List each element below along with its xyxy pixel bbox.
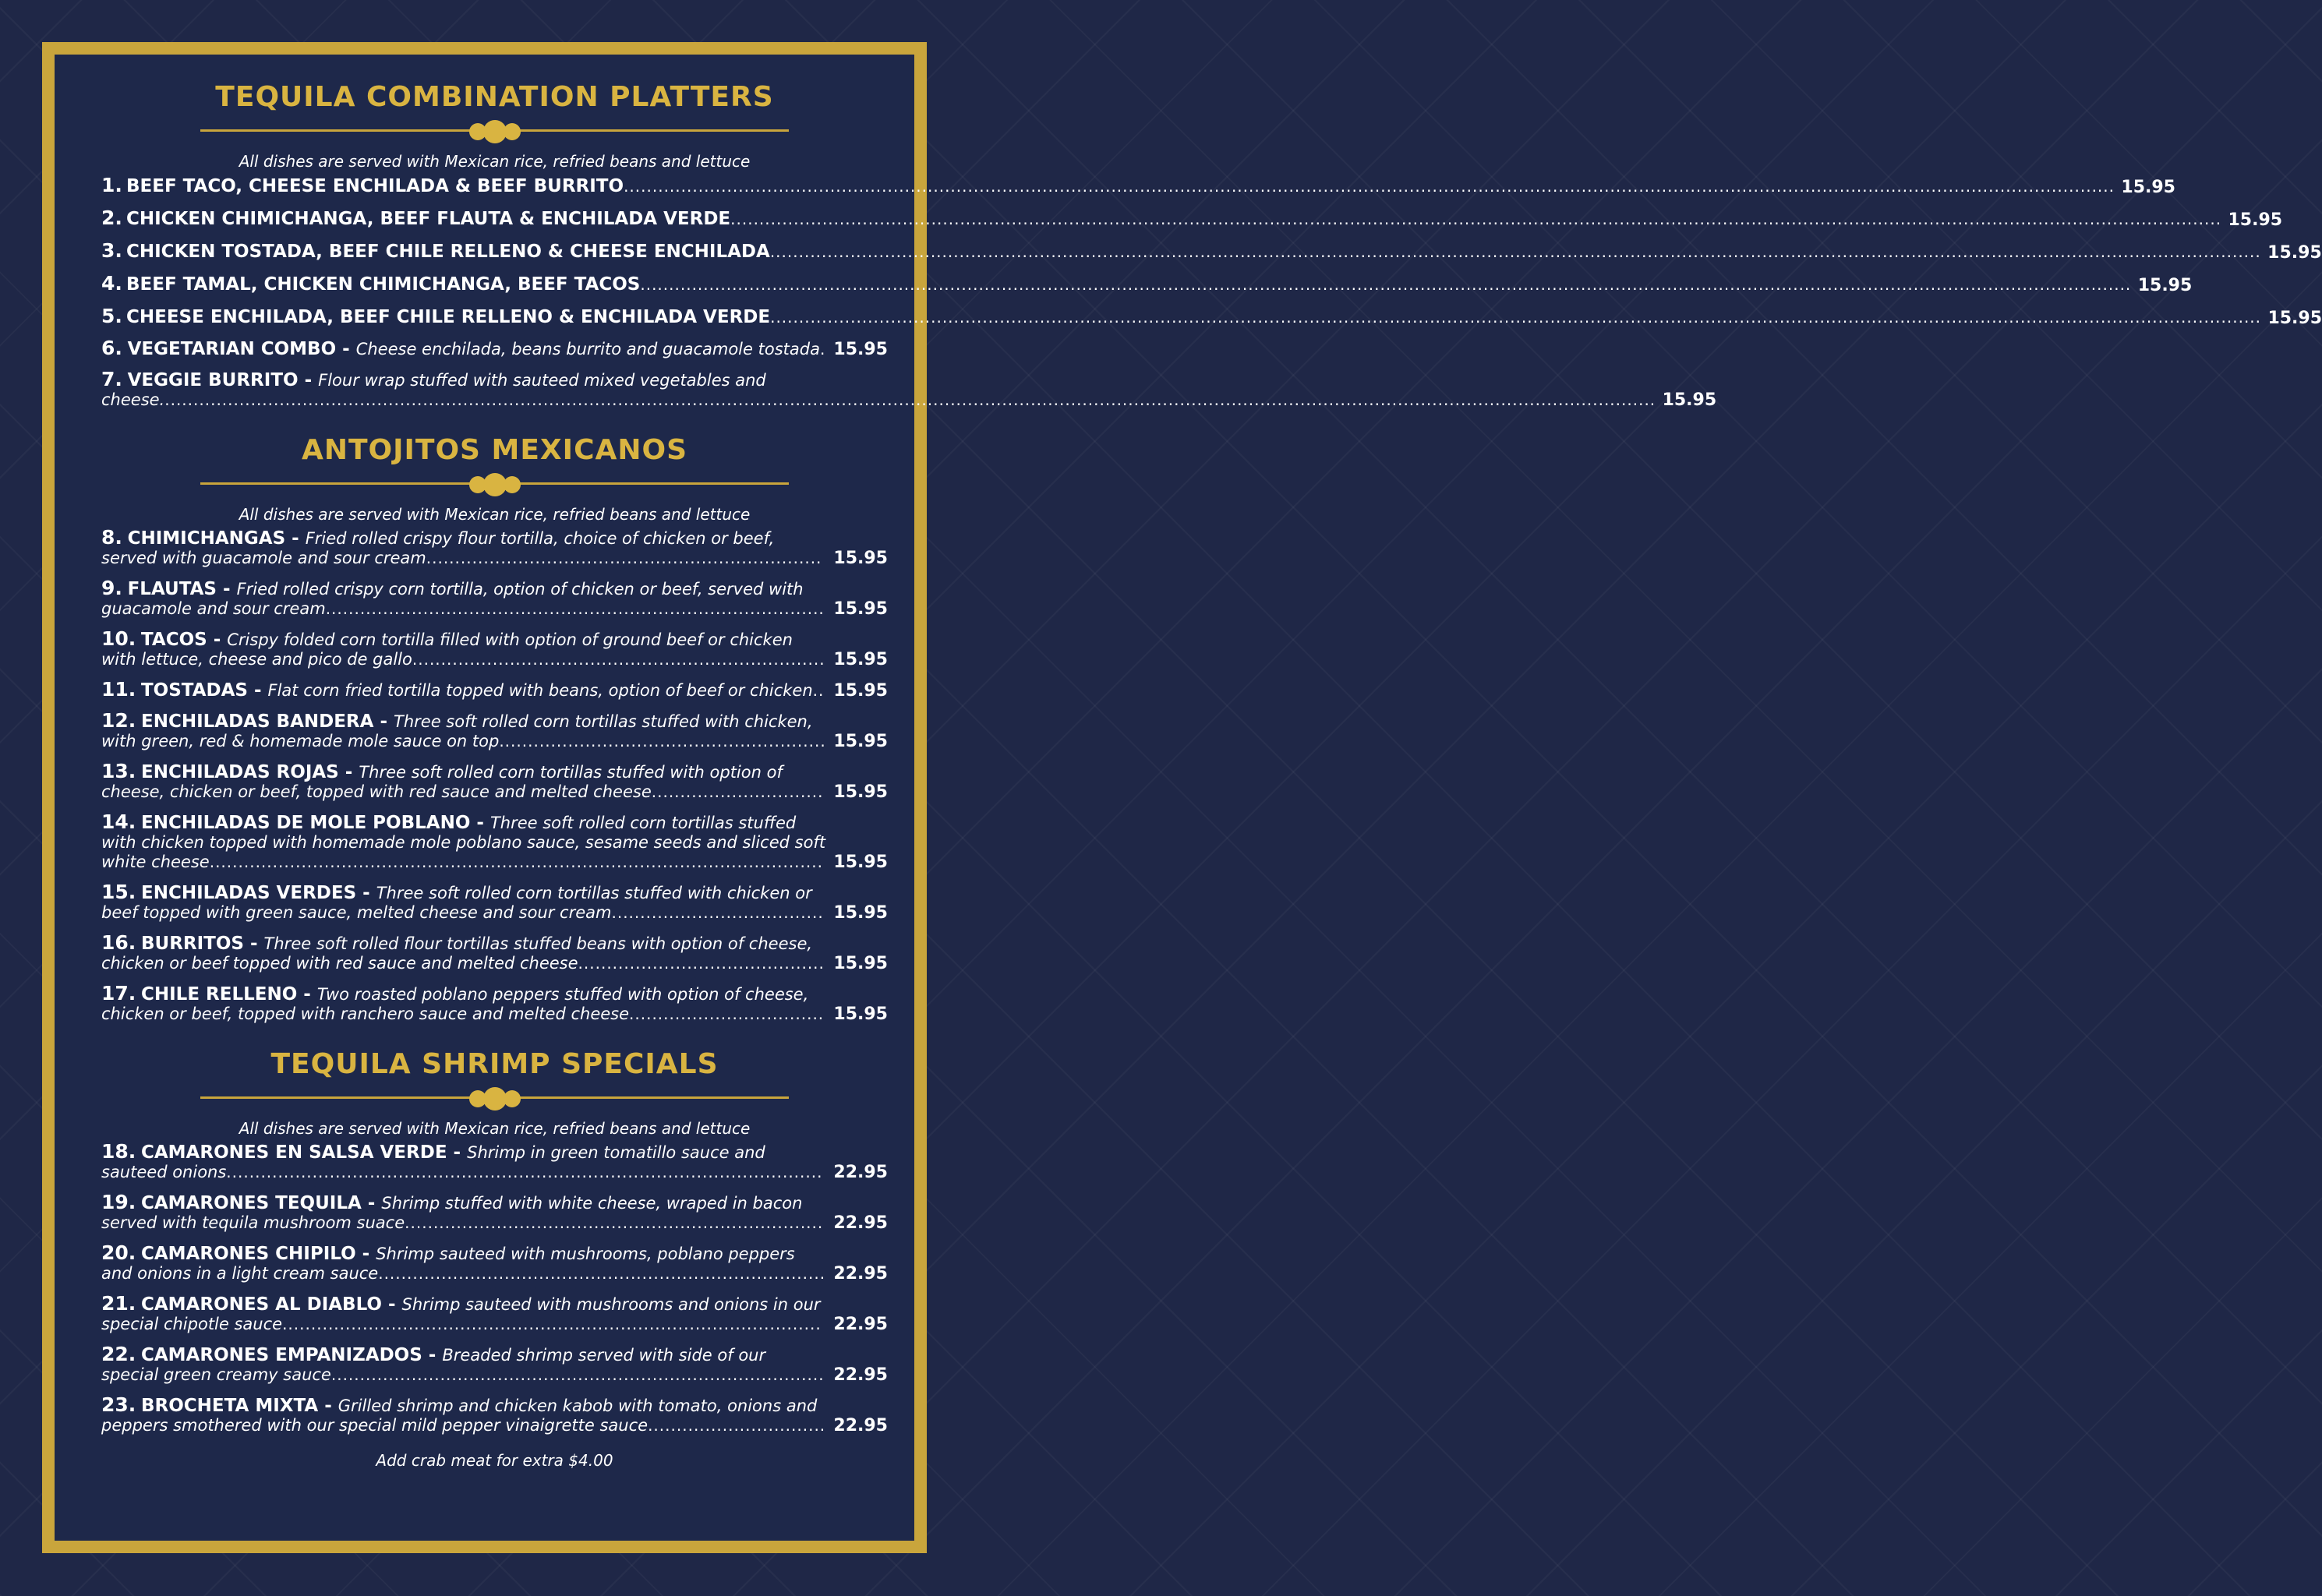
menu-item-description: Fried rolled crispy flour tortilla, choice of chicken or beef, served with guacamole and sour cream [101,529,775,567]
section-title: TEQUILA COMBINATION PLATTERS [215,81,774,113]
menu-item-price: 22.95 [833,1416,888,1435]
menu-item [101,1344,888,1385]
menu-item-separator: - [373,711,394,732]
menu-item-price: 15.95 [2121,178,2175,197]
section-subtitle: All dishes are served with Mexican rice, refried beans and lettuce [239,1119,751,1138]
menu-item-name: CAMARONES CHIPILO [140,1244,356,1264]
menu-section [101,78,2322,410]
dot-leader: .................................. [629,1005,825,1023]
dot-leader: ......................................................................... [405,1213,824,1232]
menu-item-description: Shrimp in green tomatillo sauce and sauteed onions [101,1143,765,1181]
menu-item-price: 22.95 [833,1365,888,1385]
dot-leader: .................................................................................................................................................................................................................................................................... [770,308,2262,327]
divider-ornament [471,1087,519,1110]
menu-item [101,983,888,1024]
menu-item-text [101,240,2261,263]
menu-item-price: 15.95 [2137,276,2193,295]
menu-item-price: 22.95 [833,1264,888,1284]
menu-section [101,420,888,1024]
menu-item [101,1243,888,1284]
menu-item-text [101,338,827,359]
menu-item-name: ENCHILADAS ROJAS [140,762,339,782]
menu-item-description: Three soft rolled corn tortillas stuffed with chicken or beef topped with green sauce, melted cheese and sour cream [101,884,812,922]
menu-item-number: 5. [101,305,122,327]
dot-leader: ........................................... [578,954,825,973]
menu-item-number: 16. [101,931,136,954]
menu-item-text [101,1142,827,1182]
menu-item-description: Crispy folded corn tortilla filled with option of ground beef or chicken with lettuce, cheese and pico de gallo [101,630,793,669]
menu-item-price: 15.95 [833,853,888,872]
menu-item-number: 11. [101,678,136,701]
menu-item-name: BURRITOS [140,934,244,954]
menu-item-separator: - [338,762,359,782]
dot-leader: .................................................................................................................................................................................................................................................................... [730,210,2222,228]
divider-ornament [471,473,519,496]
dot-leader: ..................................... [611,903,824,922]
menu-item-text [101,1243,827,1284]
dot-leader: ........................................................................................................... [209,853,823,871]
menu-item-description: Three soft rolled corn tortillas stuffed with chicken, with green, red & homemade mole sauce on top [101,712,813,750]
menu-item-number: 13. [101,760,136,782]
menu-item-description: Cheese enchilada, beans burrito and guacamole tostada [355,340,820,358]
menu-item-number: 10. [101,627,136,650]
menu-item-price: 15.95 [833,340,888,359]
dot-leader: ...................................................................................... [330,1365,825,1384]
dot-leader: .................................................................................................................................................................................................................................................................... [624,177,2115,196]
dot-leader: . [819,340,826,358]
dot-leader: ......................................................... [499,732,826,750]
menu-item-name: CHIMICHANGAS [127,528,286,549]
menu-item-price: 15.95 [833,954,888,973]
menu-item-name: CAMARONES EMPANIZADOS [140,1345,422,1365]
menu-item-name: BEEF TACO, CHEESE ENCHILADA & BEEF BURRITO [126,176,624,196]
menu-item-name: BEEF TAMAL, CHICKEN CHIMICHANGA, BEEF TACOS [126,274,641,295]
menu-item-description: Shrimp sauteed with mushrooms and onions in our special chipotle sauce [101,1295,821,1333]
dot-leader: ..................................................................... [426,549,822,567]
menu-item-price: 22.95 [833,1213,888,1233]
menu-item-text [101,629,827,669]
dot-leader: .................................................................................................................................................................................................................................................................... [640,275,2132,294]
menu-item-price: 15.95 [2228,210,2283,230]
menu-item-name: CAMARONES TEQUILA [140,1193,362,1213]
menu-item-number: 9. [101,577,122,599]
menu-item-description: Breaded shrimp served with side of our special green creamy sauce [101,1346,766,1384]
menu-item-separator: - [355,1244,376,1264]
menu-item-name: BROCHETA MIXTA [140,1396,319,1416]
dot-leader: .................................................................................................................................................................................................................................................................... [164,390,1656,409]
section-subtitle: All dishes are served with Mexican rice, refried beans and lettuce [239,505,751,524]
menu-item-separator: - [356,883,376,903]
section-title: TEQUILA SHRIMP SPECIALS [270,1048,719,1080]
menu-item-name: CAMARONES AL DIABLO [140,1294,382,1315]
menu-item [101,368,1717,410]
menu-item-text [101,680,827,701]
menu-item-name: CHICKEN CHIMICHANGA, BEEF FLAUTA & ENCHILADA VERDE [126,209,731,229]
dot-leader: ............................... [648,1416,826,1435]
menu-item [101,761,888,802]
ornament-dot [504,476,521,493]
menu-item-name: ENCHILADAS VERDES [140,883,357,903]
ornamental-divider [101,470,888,496]
menu-item-separator: - [298,370,319,390]
dot-leader: .............................................................................................. [282,1315,822,1333]
menu-item-number: 23. [101,1393,136,1416]
dot-leader: .................................................................................................................................................................................................................................................................... [769,242,2261,261]
dot-leader: ........................................................................ [412,650,825,669]
ornament-dot [504,123,521,140]
menu-item-number: 12. [101,709,136,732]
menu-item-text [101,207,2221,230]
menu-item-text [101,983,827,1024]
menu-item-price: 22.95 [833,1163,888,1182]
divider-ornament [471,120,519,143]
ornamental-divider [101,117,888,143]
menu-item [101,1395,888,1435]
menu-item-separator: - [422,1345,443,1365]
menu-item-price: 15.95 [833,732,888,751]
section-title: ANTOJITOS MEXICANOS [301,434,688,466]
menu-item [101,1294,888,1334]
menu-item-separator: - [318,1396,338,1416]
menu-item [101,174,2175,197]
ornament-dot [504,1090,521,1107]
menu-item-price: 22.95 [833,1315,888,1334]
footer-note: Add crab meat for extra $4.00 [376,1451,613,1470]
menu-item-number: 19. [101,1191,136,1213]
menu-item [101,812,888,872]
menu-item-text [101,812,827,872]
menu-item-text [101,528,827,568]
menu-item-description: Fried rolled crispy corn tortilla, option of chicken or beef, served with guacamole and sour cream [101,580,804,618]
menu-item [101,578,888,619]
menu-item [101,272,2193,295]
menu-item-text [101,882,827,923]
section-spacer [101,1034,888,1045]
menu-item-separator: - [207,630,228,650]
menu-item-price: 15.95 [833,650,888,669]
ornamental-divider [101,1084,888,1110]
menu-item-description: Three soft rolled corn tortillas stuffed with option of cheese, chicken or beef, topped with red sauce and melted cheese [101,763,783,801]
menu-item-price: 15.95 [1662,390,1717,410]
menu-item-description: Flat corn fried tortilla topped with beans, option of beef or chicken [267,681,813,700]
menu-item-text [101,1344,827,1385]
menu-item-separator: - [336,339,356,359]
menu-item [101,207,2283,230]
menu-item-description: Three soft rolled corn tortillas stuffed with chicken topped with homemade mole poblano sauce, sesame seeds and sliced soft white cheese [101,814,826,871]
menu-item-number: 14. [101,810,136,833]
dot-leader: ....................................................................................... [325,599,825,618]
menu-item-separator: - [217,579,237,599]
menu-item-number: 22. [101,1343,136,1365]
menu-item-price: 15.95 [833,681,888,701]
menu-item-text [101,933,827,973]
menu-content [101,78,2322,1485]
menu-item-name: TACOS [140,630,207,650]
menu-item-separator: - [285,528,306,549]
menu-item [101,338,888,359]
menu-item-number: 20. [101,1241,136,1264]
menu-item [101,528,888,568]
menu-item-separator: - [447,1142,468,1163]
menu-item-number: 8. [101,526,122,549]
menu-item-text [101,711,827,751]
menu-item-number: 18. [101,1140,136,1163]
menu-item-number: 15. [101,881,136,903]
menu-item-text [101,369,1656,410]
menu-item-number: 3. [101,239,122,262]
menu-item [101,629,888,669]
menu-item-name: FLAUTAS [127,579,217,599]
menu-item-name: CHEESE ENCHILADA, BEEF CHILE RELLENO & ENCHILADA VERDE [126,307,771,327]
menu-item-text [101,1395,827,1435]
menu-item-name: CAMARONES EN SALSA VERDE [140,1142,447,1163]
menu-item [101,680,888,701]
menu-item-name: CHICKEN TOSTADA, BEEF CHILE RELLENO & CHEESE ENCHILADA [126,242,770,262]
menu-item-name: CHILE RELLENO [140,984,298,1005]
menu-item-text [101,1294,827,1334]
menu-item-name: TOSTADAS [140,680,248,701]
menu-item-separator: - [381,1294,402,1315]
menu-item-number: 17. [101,982,136,1005]
menu-item-text [101,175,2115,197]
section-spacer [101,420,888,431]
menu-item-separator: - [243,934,264,954]
menu-item-text [101,305,2261,328]
menu-section [101,1034,888,1470]
menu-item-text [101,761,827,802]
dot-leader: .............................................................................. [378,1264,826,1283]
menu-item-text [101,578,827,619]
menu-item-price: 15.95 [833,903,888,923]
menu-item-name: ENCHILADAS BANDERA [140,711,374,732]
section-subtitle: All dishes are served with Mexican rice, refried beans and lettuce [239,152,751,171]
menu-item-number: 6. [101,337,122,359]
menu-item [101,711,888,751]
menu-item [101,305,2322,328]
menu-item-separator: - [247,680,268,701]
menu-item [101,882,888,923]
menu-item-number: 2. [101,207,122,229]
menu-item-description: Grilled shrimp and chicken kabob with tomato, onions and peppers smothered with our special mild pepper vinaigrette sauce [101,1396,818,1435]
menu-item-name: VEGGIE BURRITO [127,370,299,390]
dot-leader: .. [812,681,825,700]
menu-item-number: 1. [101,174,122,196]
menu-item-description: Shrimp sauteed with mushrooms, poblano peppers and onions in a light cream sauce [101,1245,795,1283]
menu-item-price: 15.95 [2267,243,2322,263]
menu-item-text [101,273,2131,295]
menu-item-price: 15.95 [833,1005,888,1024]
menu-item-number: 21. [101,1292,136,1315]
menu-item-description: Two roasted poblano peppers stuffed with option of cheese, chicken or beef, topped with ranchero sauce and melted cheese [101,985,809,1023]
menu-item-name: ENCHILADAS DE MOLE POBLANO [140,813,471,833]
menu-item-price: 15.95 [833,549,888,568]
menu-item-price: 15.95 [833,782,888,802]
menu-item-text [101,1192,827,1233]
menu-item [101,239,2322,263]
menu-item [101,1142,888,1182]
menu-item-number: 7. [101,368,122,390]
menu-item-description: Shrimp stuffed with white cheese, wraped in bacon served with tequila mushroom suace [101,1194,803,1232]
dot-leader: .............................. [651,782,824,801]
menu-item-number: 4. [101,272,122,295]
menu-item-price: 15.95 [2267,309,2322,328]
menu-item-description: Flour wrap stuffed with sauteed mixed vegetables and cheese. [101,371,766,409]
menu-frame [42,42,2322,1553]
menu-item-description: Three soft rolled flour tortillas stuffed beans with option of cheese, chicken or beef topped with red sauce and melted cheese [101,934,813,973]
dot-leader: ........................................................................................................ [226,1163,823,1181]
menu-item-name: VEGETARIAN COMBO [127,339,337,359]
menu-item-separator: - [297,984,317,1005]
menu-item-separator: - [361,1193,382,1213]
menu-item-price: 15.95 [833,599,888,619]
menu-item-separator: - [470,813,490,833]
menu-item [101,933,888,973]
menu-item [101,1192,888,1233]
